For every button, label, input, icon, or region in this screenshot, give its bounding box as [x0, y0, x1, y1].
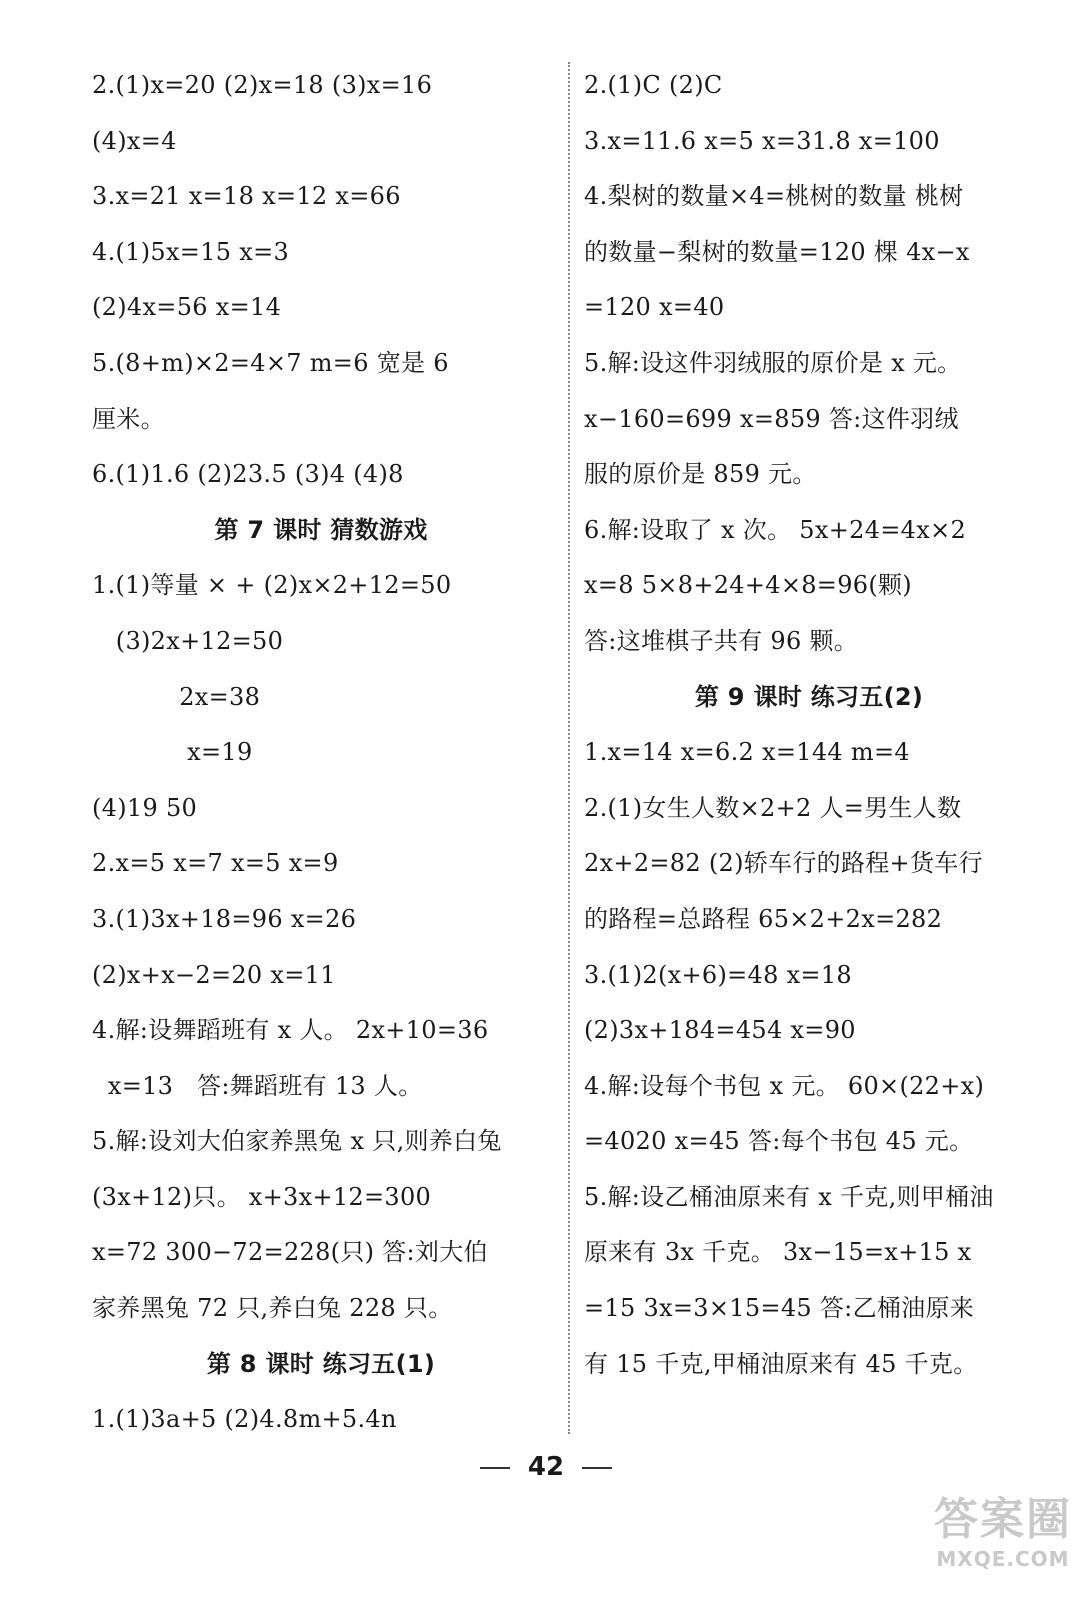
lesson-heading: 第 7 课时 猜数游戏	[214, 515, 428, 544]
answer-line: 2.(1)C (2)C	[584, 71, 723, 99]
answer-line: (3)2x+12=50	[92, 626, 284, 655]
answer-line: 答:这堆棋子共有 96 颗。	[584, 626, 859, 655]
answer-line: x=8 5×8+24+4×8=96(颗)	[584, 571, 912, 600]
answer-line: (4)x=4	[92, 126, 177, 155]
answer-line: 4.解:设每个书包 x 元。 60×(22+x)	[584, 1071, 985, 1100]
answer-line: 有 15 千克,甲桶油原来有 45 千克。	[584, 1349, 978, 1378]
answer-line: 2.x=5 x=7 x=5 x=9	[92, 849, 339, 878]
answer-line: x=72 300−72=228(只) 答:刘大伯	[92, 1238, 488, 1267]
answer-line: 服的原价是 859 元。	[584, 460, 817, 489]
page-number: 42	[527, 1452, 565, 1482]
answer-line: =120 x=40	[584, 293, 725, 322]
column-divider	[568, 62, 570, 1434]
answer-line: 3.(1)2(x+6)=48 x=18	[584, 960, 852, 989]
answer-line: 原来有 3x 千克。 3x−15=x+15 x	[584, 1238, 972, 1267]
lesson-heading: 第 8 课时 练习五(1)	[206, 1349, 436, 1378]
answer-line: 3.(1)3x+18=96 x=26	[92, 904, 357, 933]
answer-line: (2)4x=56 x=14	[92, 293, 282, 322]
answer-line: 2x=38	[92, 682, 261, 711]
answer-line: (2)x+x−2=20 x=11	[92, 960, 336, 989]
answer-line: 2.(1)女生人数×2+2 人=男生人数	[584, 793, 962, 822]
answer-line: 4.解:设舞蹈班有 x 人。 2x+10=36	[92, 1016, 489, 1045]
answer-line: 的路程=总路程 65×2+2x=282	[584, 904, 943, 933]
lesson-heading: 第 9 课时 练习五(2)	[694, 682, 924, 711]
left-column	[92, 58, 550, 1448]
answer-line: =4020 x=45 答:每个书包 45 元。	[584, 1127, 974, 1156]
answer-line: x=13 答:舞蹈班有 13 人。	[92, 1071, 423, 1100]
answer-line: 的数量−梨树的数量=120 棵 4x−x	[584, 237, 970, 266]
answer-line: (4)19 50	[92, 793, 198, 822]
answer-line: 5.解:设刘大伯家养黑兔 x 只,则养白兔	[92, 1127, 502, 1156]
answer-line: 2x+2=82 (2)轿车行的路程+货车行	[584, 849, 983, 878]
answer-line: (2)3x+184=454 x=90	[584, 1016, 856, 1045]
answer-line: (3x+12)只。 x+3x+12=300	[92, 1182, 432, 1211]
answer-line: 6.(1)1.6 (2)23.5 (3)4 (4)8	[92, 460, 404, 489]
footer-dash	[480, 1467, 510, 1469]
answer-line: 4.梨树的数量×4=桃树的数量 桃树	[584, 182, 964, 211]
answer-line: 4.(1)5x=15 x=3	[92, 237, 290, 266]
watermark-logo	[928, 1494, 1078, 1582]
answer-line: =15 3x=3×15=45 答:乙桶油原来	[584, 1294, 975, 1323]
answer-line: 1.x=14 x=6.2 x=144 m=4	[584, 738, 910, 767]
watermark-logo-text: 答案圈	[934, 1494, 1072, 1545]
answer-line: 1.(1)等量 × + (2)x×2+12=50	[92, 571, 452, 600]
right-column	[584, 58, 1034, 1392]
answer-line: 5.解:设乙桶油原来有 x 千克,则甲桶油	[584, 1182, 994, 1211]
answer-line: 厘米。	[92, 404, 165, 433]
answer-line: x=19	[92, 738, 253, 767]
answer-line: 6.解:设取了 x 次。 5x+24=4x×2	[584, 515, 967, 544]
answer-line: x−160=699 x=859 答:这件羽绒	[584, 404, 959, 433]
answer-line: 3.x=11.6 x=5 x=31.8 x=100	[584, 126, 940, 155]
watermark-url: MXQE.COM	[936, 1547, 1070, 1571]
answer-line: 1.(1)3a+5 (2)4.8m+5.4n	[92, 1405, 397, 1434]
answer-line: 2.(1)x=20 (2)x=18 (3)x=16	[92, 71, 433, 99]
answer-line: 5.解:设这件羽绒服的原价是 x 元。	[584, 348, 962, 377]
answer-line: 家养黑兔 72 只,养白兔 228 只。	[92, 1294, 453, 1323]
answer-line: 3.x=21 x=18 x=12 x=66	[92, 182, 401, 211]
footer-dash	[582, 1467, 612, 1469]
page-footer	[0, 1452, 1092, 1482]
answer-line: 5.(8+m)×2=4×7 m=6 宽是 6	[92, 348, 449, 377]
